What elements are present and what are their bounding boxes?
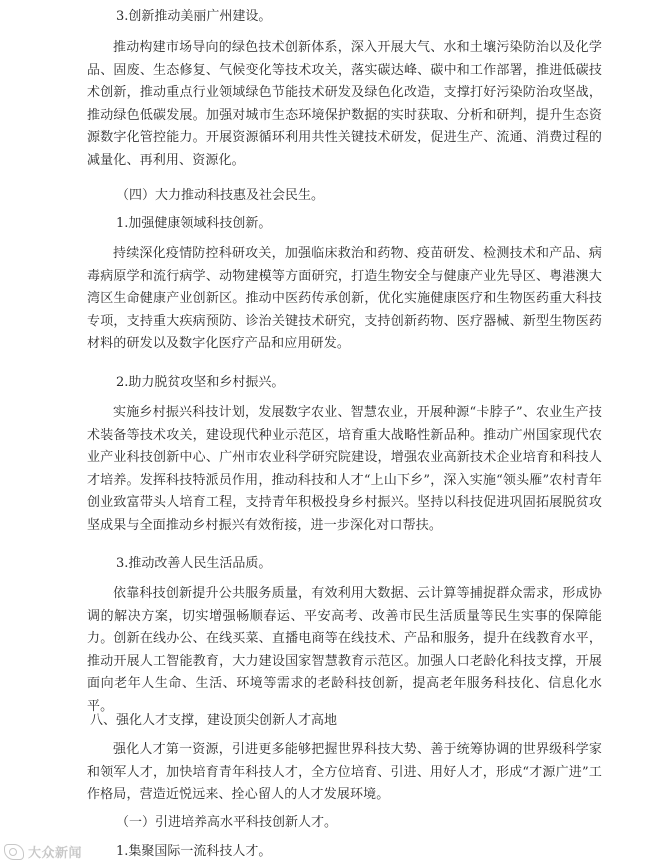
paragraph-part-eight: 强化人才第一资源，引进更多能够把握世界科技大势、善于统筹协调的世界级科学家和领军人才，加快培育青年科技人才，全方位培育、引进、用好人才，形成“才源广进”工作格局，营造近悦远来、拴心留人的人才发展环境。 <box>87 742 602 802</box>
paragraph-livelihood: 依靠科技创新提升公共服务质量，有效利用大数据、云计算等捕捉群众需求，形成协调的解决方案，切实增强畅顺春运、平安高考、改善市民生活质量等民生实事的保障能力。创新在线办公、在线买菜、直播电商等在线技术、产品和服务，提升在线教育水平，推动开展人工智能教育，大力建设国家智慧教育示范区。加强人口老龄化科技支撑，开展面向老年人生命、生活、环境等需求的老龄科技创新，提高老年服务科技化、信息化水平。 <box>87 586 602 714</box>
heading-health-tech: 1.加强健康领域科技创新。 <box>116 216 272 231</box>
heading-innovation-beautiful-guangzhou: 3.创新推动美丽广州建设。 <box>116 9 272 24</box>
heading-rural-revitalization: 2.助力脱贫攻坚和乡村振兴。 <box>116 375 285 390</box>
heading-part-eight: 八、强化人才支撑，建设顶尖创新人才高地 <box>90 713 338 728</box>
paragraph-rural-revitalization: 实施乡村振兴科技计划，发展数字农业、智慧农业，开展种源“卡脖子”、农业生产技术装备等技术攻关，建设现代种业示范区，培育重大战略性新品种。推动广州国家现代农业产业科技创新中心、广州市农业科学研究院建设，增强农业高新技术企业培育和科技人才培养。发挥科技特派员作用，推动科技和人才“上山下乡”，深入实施“领头雁”农村青年创业致富带头人培育工程，支持青年积极投身乡村振兴。坚持以科技促进巩固拓展脱贫攻坚成果与全面推动乡村振兴有效衔接，进一步深化对口帮扶。 <box>87 405 602 533</box>
paragraph-innovation-beautiful-guangzhou: 推动构建市场导向的绿色技术创新体系，深入开展大气、水和土壤污染防治以及化学品、固废、生态修复、气候变化等技术攻关，落实碳达峰、碳中和工作部署，推进低碳技术创新，推动重点行业领域绿色节能技术研发及绿色化改造，支撑打好污染防治攻坚战，推动绿色低碳发展。加强对城市生态环境保护数据的实时获取、分析和研判，提升生态资源数字化管控能力。开展资源循环利用共性关键技术研发，促进生产、流通、消费过程的减量化、再利用、资源化。 <box>87 40 602 168</box>
heading-sub-one: （一）引进培养高水平科技创新人才。 <box>116 815 338 830</box>
paragraph-health-tech: 持续深化疫情防控科研攻关，加强临床救治和药物、疫苗研发、检测技术和产品、病毒病原学和流行病学、动物建模等方面研究，打造生物安全与健康产业先导区、粤港澳大湾区生命健康产业创新区。推动中医药传承创新，优化实施健康医疗和生物医药重大科技专项，支持重大疾病预防、诊治关键技术研究，支持创新药物、医疗器械、新型生物医药材料的研发以及数字化医疗产品和应用研发。 <box>87 246 602 351</box>
heading-livelihood: 3.推动改善人民生活品质。 <box>116 556 272 571</box>
heading-part-four: （四）大力推动科技惠及社会民生。 <box>116 188 325 203</box>
heading-sub-one-item-one: 1.集聚国际一流科技人才。 <box>116 844 272 859</box>
watermark-logo-icon <box>4 844 24 860</box>
watermark <box>4 842 82 861</box>
watermark-text: 大众新闻 <box>28 846 83 861</box>
